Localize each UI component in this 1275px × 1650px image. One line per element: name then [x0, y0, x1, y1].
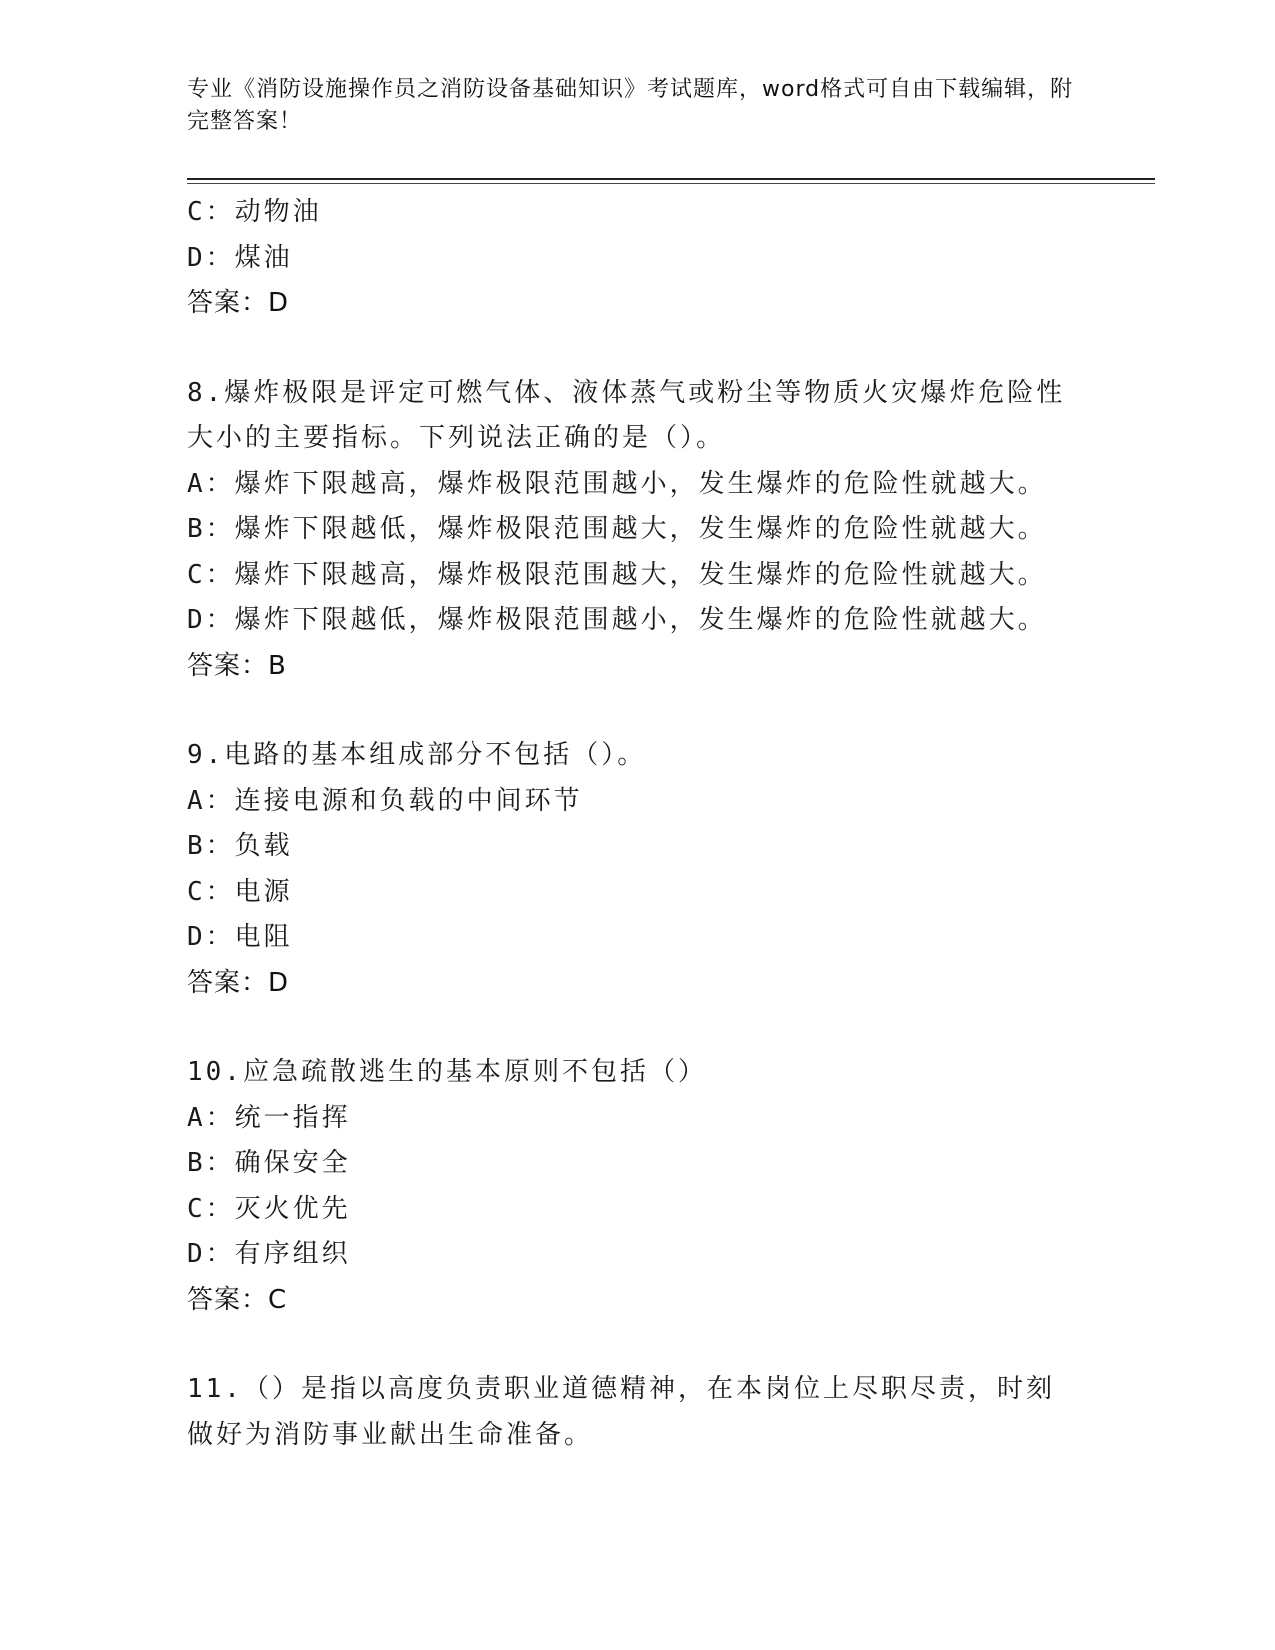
- question-stem: 8.爆炸极限是评定可燃气体、液体蒸气或粉尘等物质火灾爆炸危险性大小的主要指标。下列说法正确的是（）。: [187, 377, 1066, 453]
- option-c: C：动物油: [187, 197, 322, 227]
- question-10: [187, 1050, 1087, 1323]
- option-b: B：爆炸下限越低，爆炸极限范围越大，发生爆炸的危险性就越大。: [187, 514, 1047, 544]
- header-divider-thick: [187, 178, 1155, 180]
- option-d: D：有序组织: [187, 1239, 351, 1269]
- answer-line: 答案：D: [187, 967, 290, 998]
- option-c: C：爆炸下限越高，爆炸极限范围越大，发生爆炸的危险性就越大。: [187, 559, 1047, 590]
- option-a: A：统一指挥: [187, 1102, 351, 1133]
- header-divider-thin: [187, 183, 1155, 184]
- question-stem: 10.应急疏散逃生的基本原则不包括（）: [187, 1057, 707, 1087]
- previous-question-tail: [187, 190, 1087, 327]
- question-stem: 11.（）是指以高度负责职业道德精神，在本岗位上尽职尽责，时刻做好为消防事业献出生命准备。: [187, 1374, 1055, 1450]
- option-d: D：煤油: [187, 242, 293, 273]
- answer-line: 答案：C: [187, 1284, 288, 1315]
- question-8: [187, 371, 1087, 690]
- answer-line: 答案：B: [187, 650, 287, 681]
- spacer: [187, 327, 1087, 371]
- question-11: [187, 1367, 1087, 1458]
- question-9: [187, 733, 1087, 1006]
- option-a: A：爆炸下限越高，爆炸极限范围越小，发生爆炸的危险性就越大。: [187, 468, 1047, 499]
- question-content: [187, 190, 1087, 1458]
- option-d: D：电阻: [187, 922, 293, 952]
- option-b: B：负载: [187, 831, 293, 861]
- spacer: [187, 1006, 1087, 1050]
- option-c: C：灭火优先: [187, 1193, 351, 1224]
- option-b: B：确保安全: [187, 1148, 351, 1178]
- page-header: 专业《消防设施操作员之消防设备基础知识》考试题库，word格式可自由下载编辑，附完整答案！: [187, 77, 1074, 134]
- question-stem: 9.电路的基本组成部分不包括（）。: [187, 740, 647, 770]
- option-d: D：爆炸下限越低，爆炸极限范围越小，发生爆炸的危险性就越大。: [187, 605, 1047, 635]
- option-c: C：电源: [187, 876, 293, 907]
- option-a: A：连接电源和负载的中间环节: [187, 785, 583, 816]
- spacer: [187, 689, 1087, 733]
- spacer: [187, 1323, 1087, 1367]
- answer-line: 答案：D: [187, 288, 290, 318]
